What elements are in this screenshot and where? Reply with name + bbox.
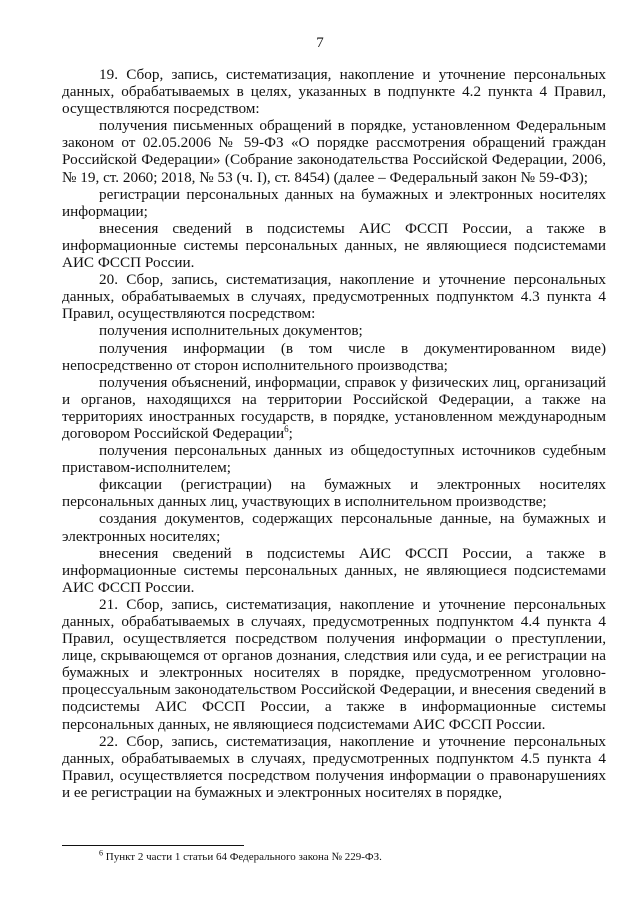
footnote-reference: 6 — [284, 423, 289, 434]
paragraph-19-item-1: получения письменных обращений в порядке, установленном Федеральным законом от 02.05.2006 № 59-ФЗ «О порядке рассмотрения обращений граждан Российской Федерации» (Собрание законодательства Российской Федерации, 2006, № 19, ст. 2060; 2018, № 53 (ч. I), ст. 8454) (далее – Федеральный закон № 59-ФЗ); — [62, 117, 606, 186]
paragraph-19-item-3: внесения сведений в подсистемы АИС ФССП России, а также в информационные системы персональных данных, не являющиеся подсистемами АИС ФССП России. — [62, 219, 606, 272]
paragraph-22: 22. Сбор, запись, систематизация, накопление и уточнение персональных данных, обрабатываемых в случаях, предусмотренных подпунктом 4.5 пункта 4 Правил, осуществляется посредством получения информации о правонарушениях и ее регистрации на бумажных и электронных носителях в порядке, — [62, 732, 606, 801]
paragraph-19-item-2: регистрации персональных данных на бумажных и электронных носителях информации; — [62, 185, 606, 220]
paragraph-20-item-3 — [62, 374, 606, 442]
footnote-reference-tail: ; — [288, 424, 293, 442]
footnote-text: Пункт 2 части 1 статьи 64 Федерального закона № 229-ФЗ. — [103, 851, 382, 863]
footnote-mark: 6 — [99, 848, 103, 858]
paragraph-20: 20. Сбор, запись, систематизация, накопление и уточнение персональных данных, обрабатываемых в случаях, предусмотренных подпунктом 4.3 пункта 4 Правил, осуществляются посредством: — [62, 271, 606, 323]
footnote — [62, 848, 606, 864]
paragraph-20-item-6: создания документов, содержащих персональные данные, на бумажных и электронных носителях; — [62, 510, 606, 545]
document-body — [62, 66, 606, 801]
paragraph-21: 21. Сбор, запись, систематизация, накопление и уточнение персональных данных, обрабатываемых в случаях, предусмотренных подпунктом 4.4 пункта 4 Правил, осуществляется посредством получения информации о преступлении, лице, скрывающемся от органов дознания, следствия или суда, и ее регистрации на бумажных и электронных носителях в порядке, предусмотренном уголовно-процессуальным законодательством Российской Федерации, и внесения сведений в подсистемы АИС ФССП России, а также в информационные системы персональных данных, не являющиеся подсистемами АИС ФССП России. — [62, 595, 606, 733]
page-number: 7 — [316, 35, 324, 51]
paragraph-20-item-2: получения информации (в том числе в документированном виде) непосредственно от сторон исполнительного производства; — [62, 339, 606, 374]
paragraph-20-item-1: получения исполнительных документов; — [99, 322, 363, 340]
footnote-divider — [62, 845, 244, 846]
paragraph-20-item-3-text: получения объяснений, информации, справок у физических лиц, организаций и органов, находящихся на территории Российской Федерации, а также на территориях иностранных государств, в порядке, установленном международным договором Российской Федерации — [62, 373, 606, 442]
paragraph-19: 19. Сбор, запись, систематизация, накопление и уточнение персональных данных, обрабатываемых в целях, указанных в подпункте 4.2 пункта 4 Правил, осуществляются посредством: — [62, 66, 606, 118]
paragraph-20-item-7: внесения сведений в подсистемы АИС ФССП России, а также в информационные системы персональных данных, не являющиеся подсистемами АИС ФССП России. — [62, 544, 606, 596]
paragraph-20-item-5: фиксации (регистрации) на бумажных и электронных носителях персональных данных лиц, участвующих в исполнительном производстве; — [62, 476, 606, 511]
paragraph-20-item-4: получения персональных данных из общедоступных источников судебным приставом-исполнителем; — [62, 442, 606, 477]
